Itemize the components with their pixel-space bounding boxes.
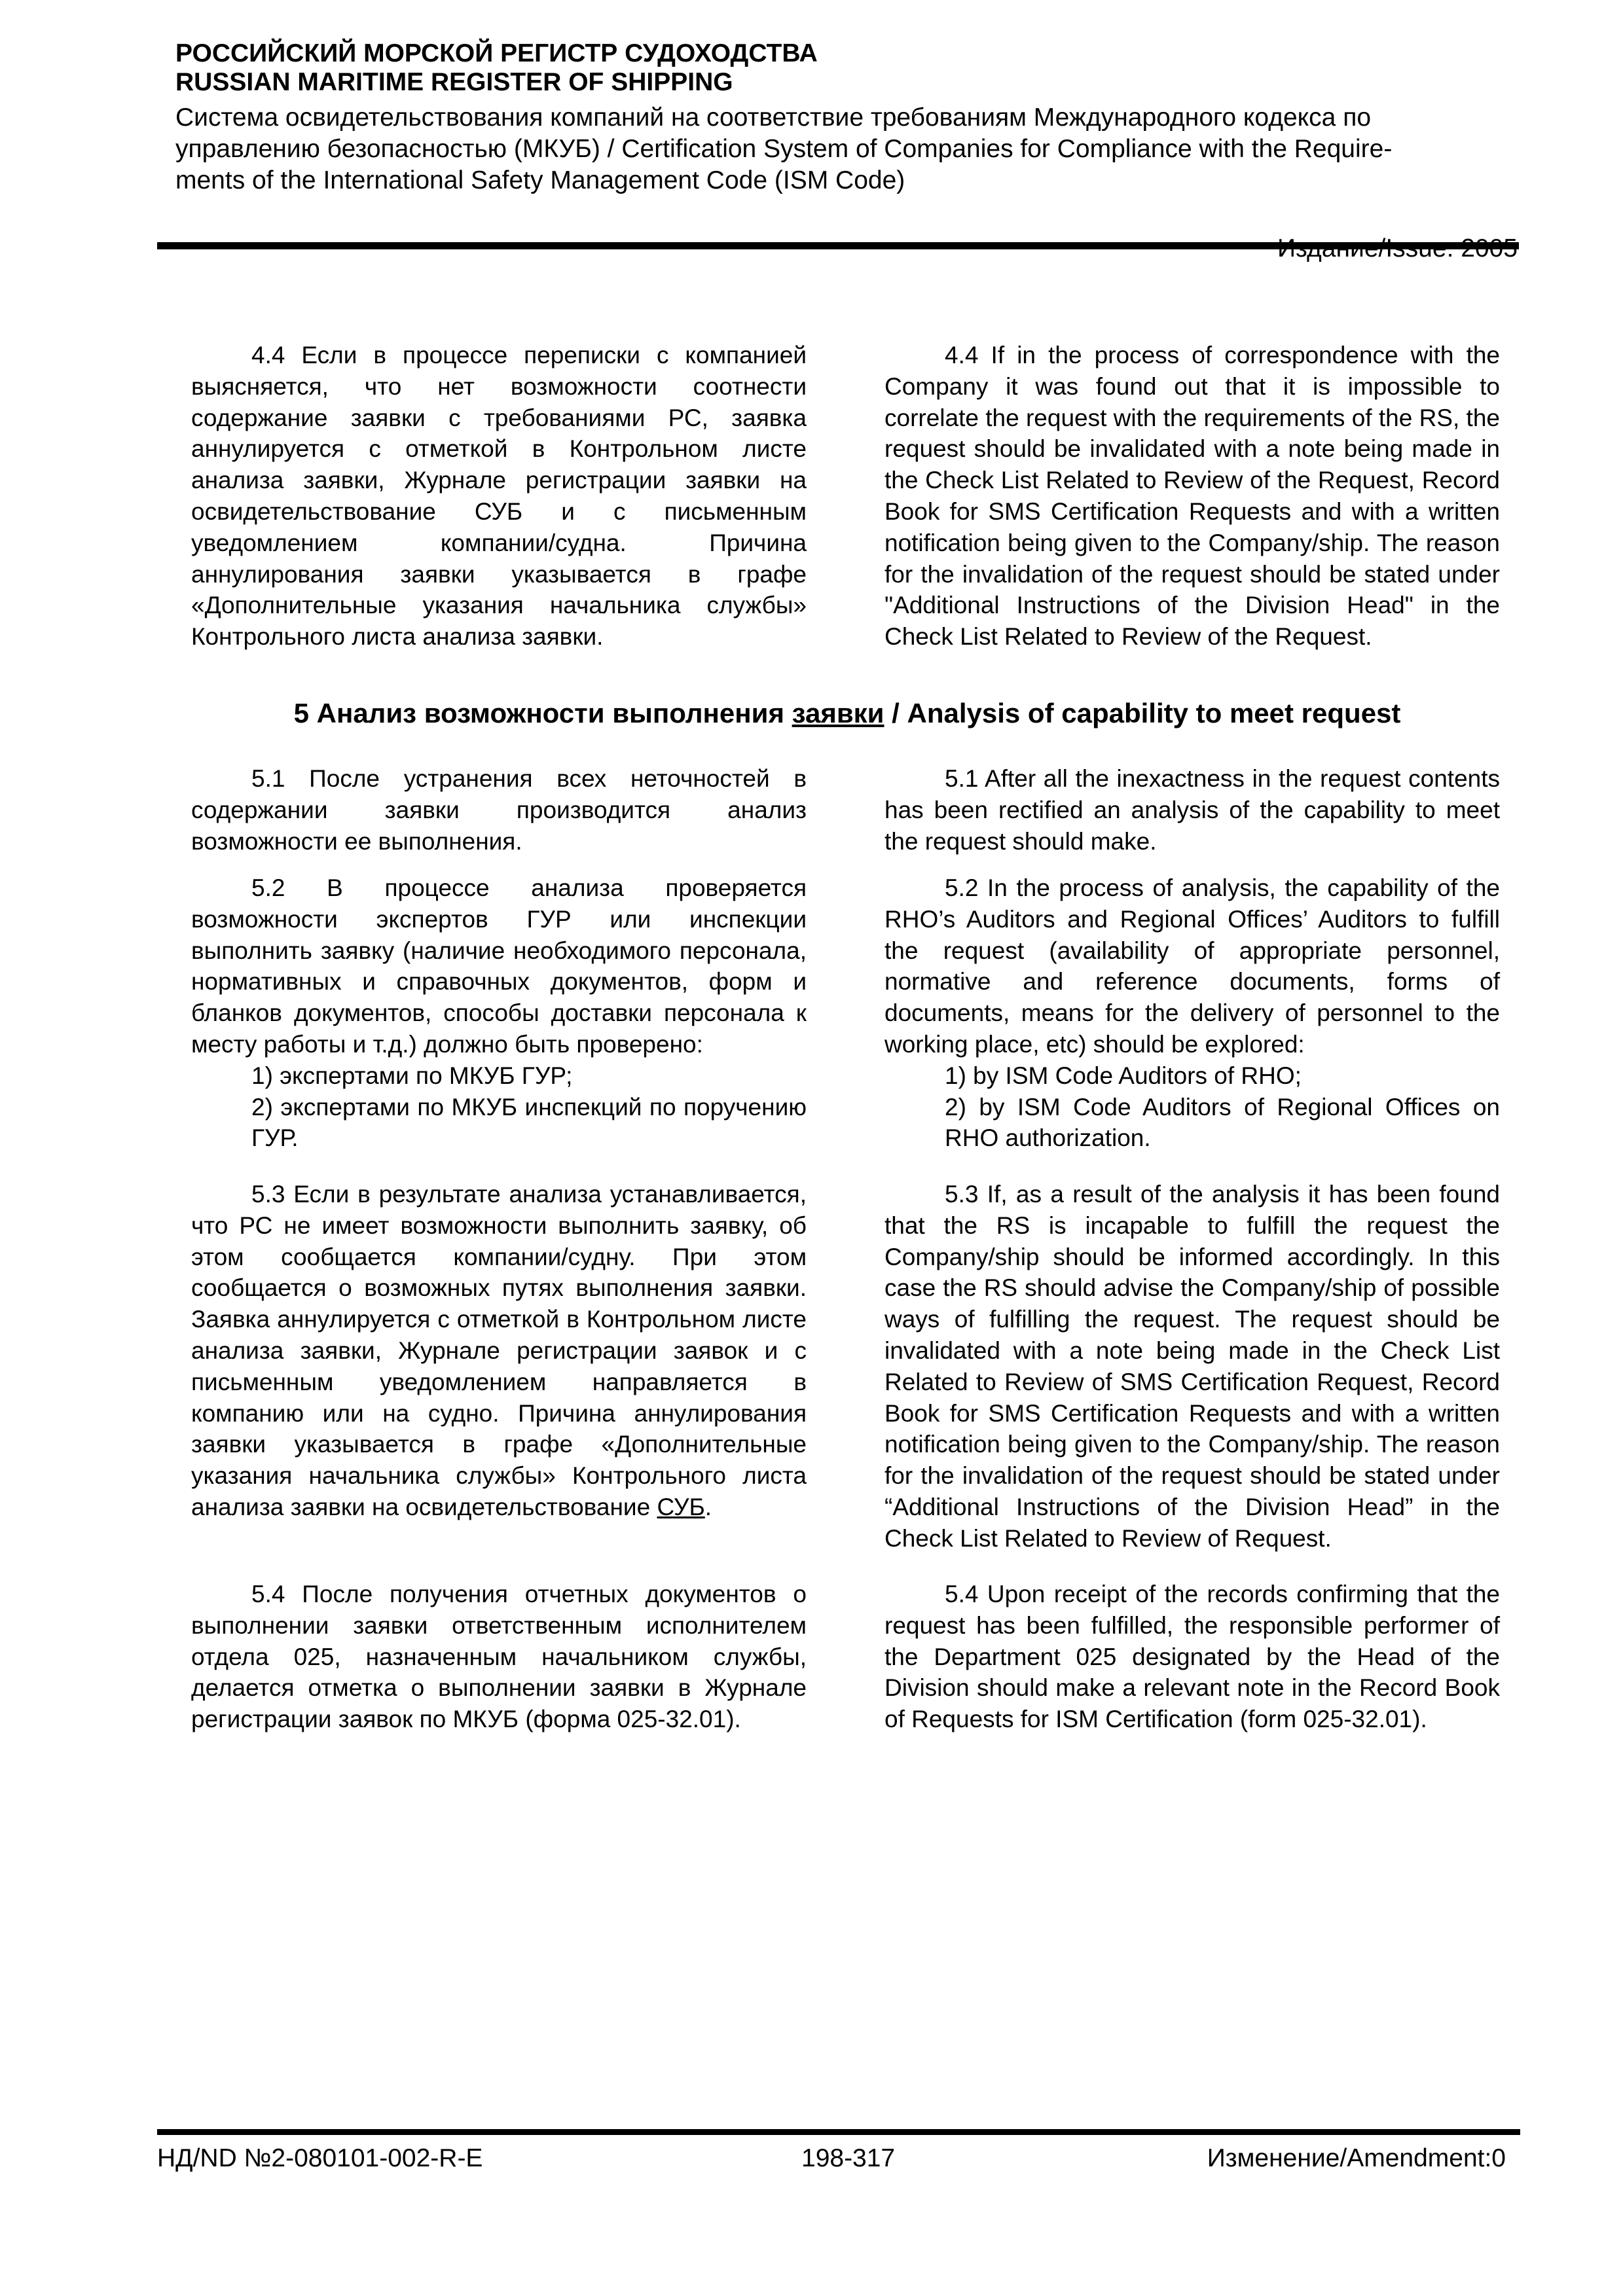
section-5-title-underlined: заявки — [792, 698, 884, 728]
list-item-5-2-2-ru: 2) экспертами по МКУБ инспекций по поручению ГУР. — [251, 1093, 807, 1152]
section-5-3-en — [884, 1179, 1500, 1554]
section-5-2-en — [884, 872, 1500, 1154]
section-4-4-ru — [191, 340, 807, 653]
section-5-1-en — [884, 763, 1500, 857]
footer-rule — [157, 2129, 1520, 2135]
header-title-ru: РОССИЙСКИЙ МОРСКОЙ РЕГИСТР СУДОХОДСТВА — [175, 39, 818, 67]
paragraph-5-1-en: 5.1 After all the inexactness in the request contents has been rectified an analysis of the capability to meet the request should make. — [884, 765, 1500, 855]
paragraph-5-2-en: 5.2 In the process of analysis, the capability of the RHO’s Auditors and Regional Offices’ Auditors to fulfill the request (availability of appropriate personnel, normative and reference documents, forms of documents, means for the delivery of personnel to the working place, etc) should be explored: — [884, 874, 1500, 1058]
paragraph-5-3-ru-underlined: СУБ — [657, 1493, 705, 1520]
paragraph-5-1-ru: 5.1 После устранения всех неточностей в содержании заявки производится анализ возможности ее выполнения. — [191, 765, 807, 855]
header-subtitle-line-3: ments of the International Safety Management Code (ISM Code) — [175, 166, 905, 194]
section-5-3-ru — [191, 1179, 807, 1523]
section-4-4-en — [884, 340, 1500, 653]
footer-amendment: Изменение/Amendment:0 — [1207, 2144, 1506, 2172]
header-subtitle-line-2: управлению безопасностью (МКУБ) / Certification System of Companies for Compliance with the Require- — [175, 135, 1393, 163]
section-5-title-start: 5 Анализ возможности выполнения — [293, 698, 792, 728]
header-subtitle — [175, 102, 1518, 196]
header-rule — [157, 242, 1519, 249]
paragraph-5-2-ru: 5.2 В процессе анализа проверяется возможности экспертов ГУР или инспекции выполнить заявку (наличие необходимого персонала, нормативных и справочных документов, форм и бланков документов, способы доставки персонала к месту работы и т.д.) должно быть проверено: — [191, 874, 807, 1058]
list-item-5-2-1-en: 1) by ISM Code Auditors of RHO; — [945, 1062, 1302, 1089]
page-header — [175, 39, 1518, 196]
list-item-5-2-1-ru: 1) экспертами по МКУБ ГУР; — [251, 1062, 573, 1089]
paragraph-4-4-ru: 4.4 Если в процессе переписки с компанией выясняется, что нет возможности соотнести содержание заявки с требованиями РС, заявка аннулируется с отметкой в Контрольном листе анализа заявки, Журнале регистрации заявки на освидетельствование СУБ и с письменным уведомлением компании/судна. Причина аннулирования заявки указывается в графе «Дополнительные указания начальника службы» Контрольного листа анализа заявки. — [191, 342, 807, 651]
section-5-title — [175, 695, 1519, 732]
paragraph-5-3-ru-text: 5.3 Если в результате анализа устанавливается, что РС не имеет возможности выполнить заявку, об этом сообщается компании/судну. При этом сообщается о возможных путях выполнения заявки. Заявка аннулируется с отметкой в Контрольном листе анализа заявки, Журнале регистрации заявок и с письменным уведомлением направляется в компанию или на судно. Причина аннулирования заявки указывается в графе «Дополнительные указания начальника службы» Контрольного листа анализа заявки на освидетельствование — [191, 1181, 807, 1520]
list-item-5-2-2-en: 2) by ISM Code Auditors of Regional Offices on RHO authorization. — [945, 1093, 1500, 1152]
paragraph-5-4-en: 5.4 Upon receipt of the records confirming that the request has been fulfilled, the responsible performer of the Department 025 designated by the Head of the Division should make a relevant note in the Record Book of Requests for ISM Certification (form 025-32.01). — [884, 1581, 1500, 1733]
paragraph-5-3-en: 5.3 If, as a result of the analysis it has been found that the RS is incapable to fulfill the request the Company/ship should be informed accordingly. In this case the RS should advise the Company/ship of possible ways of fulfilling the request. The request should be invalidated with a note being made in the Check List Related to Review of SMS Certification Request, Record Book for SMS Certification Requests and with a written notification being given to the Company/ship. The reason for the invalidation of the request should be stated under “Additional Instructions of the Division Head” in the Check List Related to Review of Request. — [884, 1181, 1500, 1552]
paragraph-4-4-en: 4.4 If in the process of correspondence with the Company it was found out that it is impossible to correlate the request with the requirements of the RS, the request should be invalidated with a note being made in the Check List Related to Review of the Request, Record Book for SMS Certification Requests and with a written notification being given to the Company/ship. The reason for the invalidation of the request should be stated under "Additional Instructions of the Division Head" in the Check List Related to Review of the Request. — [884, 342, 1500, 651]
section-5-4-ru — [191, 1579, 807, 1735]
section-5-4-en — [884, 1579, 1500, 1735]
paragraph-5-3-ru-end: . — [704, 1493, 712, 1520]
section-5-1-ru — [191, 763, 807, 857]
paragraph-5-4-ru: 5.4 После получения отчетных документов о выполнении заявки ответственным исполнителем отдела 025, назначенным начальником службы, делается отметка о выполнении заявки в Журнале регистрации заявок по МКУБ (форма 025-32.01). — [191, 1581, 807, 1733]
footer-doc-number: НД/ND №2-080101-002-R-E — [157, 2144, 483, 2172]
section-5-title-end: / Analysis of capability to meet request — [884, 698, 1401, 728]
header-subtitle-line-1: Система освидетельствования компаний на соответствие требованиям Международного кодекса по — [175, 103, 1372, 132]
footer-page-number: 198-317 — [801, 2144, 896, 2172]
section-5-2-ru — [191, 872, 807, 1154]
paragraph-5-3-ru — [191, 1179, 807, 1523]
header-title-en: RUSSIAN MARITIME REGISTER OF SHIPPING — [175, 68, 733, 96]
